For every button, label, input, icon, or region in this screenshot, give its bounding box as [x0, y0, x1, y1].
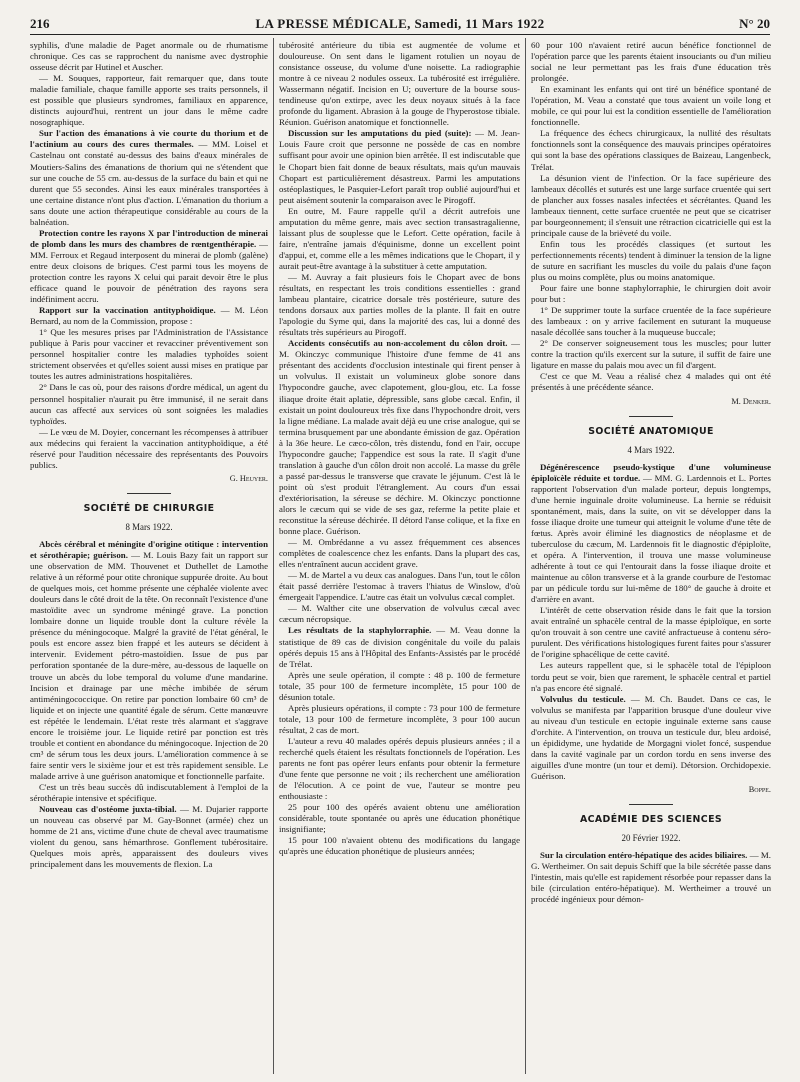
paragraph — [531, 128, 771, 172]
paragraph-text: Après plusieurs opérations, il compte : 73 pour 100 de fermeture totale, 13 pour 100 de fermeture incomplète, 3 pour 100 aucun résultat, 2 cas de mort. — [279, 702, 520, 735]
paragraph-text: — M. Okinczyc communique l'histoire d'une femme de 41 ans présentant des accidents d'occlusion intestinale qui firent penser à un volvulus. Il existait un volumineux globe sonore dans l'hypocondre gauche, avec clapotement, glou-glou, etc. La fosse iliaque droite était aplatie, dépressible, sans globe cæcal. Enfin, il existait un point douloureux très fixe dans l'hypochondre droit, vers la ligne médiane. La malade avait déjà eu une crise analogue, qui se termina brusquement par une abondante émission de gaz. Opération à la 36e heure. Le cæco-côlon, très distendu, fond en l'air, occupe l'hypocondre gauche; l'appendice est sous la rate. Il s'agit d'une translation à gauche d'un côlon droit non accolé. La masse du grêle a passé par-dessus le transverse que cravate le jéjunum. C'est là le point où s'est produit l'étranglement. Au cours d'un essai d'extériorisation, la séreuse se déchire. M. Okinczyc ponctionne alors le cæcum qui se vide de ses gaz, referme la petite plaie et reconstitue la séreuse déchirée. Il détord l'anse colique, et la fixe en bonne place. Guérison. — [279, 338, 520, 537]
section-rule — [127, 493, 171, 494]
paragraph — [279, 736, 520, 802]
paragraph — [531, 40, 771, 84]
column-3-anatomique-paragraphs — [531, 462, 771, 782]
paragraph — [279, 537, 520, 570]
paragraph-text: 60 pour 100 n'avaient retiré aucun bénéfice fonctionnel de l'opération parce que les parents étaient insouciants ou d'un milieu social ne leur permettant pas les frais d'une éducation très prolongée. — [531, 40, 771, 84]
column-separator — [525, 38, 526, 1074]
paragraph — [531, 84, 771, 128]
signature-heuyer: G. Heuyer. — [229, 473, 268, 483]
section-date: 8 Mars 1922. — [125, 521, 173, 532]
column-1 — [30, 40, 268, 1074]
paragraph-text: — M. Dujarier rapporte un nouveau cas observé par M. Gay-Bonnet (armée) chez un homme de 21 ans, victime d'une chute de cheval avec traumatisme violent du genou, sans hémarthrose. Gonflement tubérositaire. Quelques mois après, apparaissent des douleurs vives principalement dans les mouvements de flexion. La — [30, 804, 268, 870]
section-date: 4 Mars 1922. — [627, 444, 675, 455]
paragraph-heading: Nouveau cas d'ostéome juxta-tibial. — [39, 804, 177, 815]
paragraph-text: Les auteurs rappellent que, si le sphacèle total de l'épiploon tordu peut se voir, bien que rarement, le sphacèle central et partiel n'a pas encore été signalé. — [531, 660, 771, 693]
paragraph-text: 1° Que les mesures prises par l'Administration de l'Assistance publique à Paris pour vacciner et revacciner préventivement son personnel hospitalier contre les maladies typhoïdes soient strictement observées et qu'elles soient aussi mises en pratique par toutes les autres administrations hospitalières. — [30, 327, 268, 382]
paragraph-text: Pour faire une bonne staphylorraphie, le chirurgien doit avoir pour but : — [531, 283, 771, 305]
paragraph — [279, 835, 520, 857]
paragraph — [531, 239, 771, 283]
section-societe-de-chirurgie — [30, 493, 268, 533]
paragraph-heading: Dégénérescence pseudo-kystique d'une volumineuse épiploïcèle réduite et tordue. — [531, 461, 771, 483]
paragraph-text: 15 pour 100 n'avaient obtenu des modifications du langage qu'après une éducation phonétique de plusieurs années; — [279, 835, 520, 857]
paragraph-text: C'est un très beau succès dû indiscutablement à l'emploi de la sérothérapie intensive et spécifique. — [30, 782, 268, 804]
journal-title: LA PRESSE MÉDICALE, Samedi, 11 Mars 1922 — [255, 16, 545, 31]
paragraph-text: — M. Souques, rapporteur, fait remarquer que, dans toute maladie familiale, chaque famille apporte ses traits personnels, il est possible que plusieurs syndromes, familiaux en apparence, distincts aujourd'hui, rentrent un jour dans le même cadre nosographique. — [30, 73, 268, 128]
paragraph-text: tubérosité antérieure du tibia est augmentée de volume et douloureuse. On sent dans le ligament rotulien un noyau de consistance osseuse, du volume d'une noisette. La radiographie montre à ce niveau 2 nodules osseux. La tubérosité est irrégulière. Wassermann négatif. Incision en U; ouverture de la bourse sous-tendineuse qu'on extirpe, avec les deux noyaux situés à la face profonde du ligament. Abrasion à la gouge de l'hyperostose tibiale. Réunion. Guérison anatomique et fonctionnelle. — [279, 40, 520, 128]
section-title: SOCIÉTÉ DE CHIRURGIE — [83, 502, 215, 514]
paragraph — [30, 382, 268, 426]
paragraph-text: — MM. Ferroux et Regaud interposent du minerai de plomb (galène) entre deux cloisons de briques. C'est parmi tous les moyens de protection contre les rayons X celui qui parait devoir être le plus efficace quand le pouvoir de pénétration des rayons sera indéfiniment accru. — [30, 238, 268, 305]
paragraph — [279, 338, 520, 537]
paragraph — [279, 570, 520, 603]
paragraph-heading: Les résultats de la staphylorraphie. — [288, 625, 432, 636]
column-2-paragraphs — [279, 40, 520, 857]
column-1-paragraphs — [30, 40, 268, 471]
issue-number: N° 20 — [739, 16, 770, 31]
column-1-chirurgie-paragraphs — [30, 539, 268, 870]
paragraph — [30, 539, 268, 782]
paragraph — [531, 173, 771, 239]
section-date: 20 Février 1922. — [621, 833, 681, 844]
section-academie-des-sciences — [531, 804, 771, 844]
paragraph-text: L'intérêt de cette observation réside dans le fait que la torsion avait entraîné un sphacèle central de la masse épiploïque, en sorte qu'on trouvait à son centre une cavité anfractueuse à contenu séro-purulent. Des vérifications histologiques furent faites pour s'assurer de l'origine sphacélique de cette cavité. — [531, 605, 771, 660]
paragraph-text: — M. Jean-Louis Faure croit que personne ne possède de cas en nombre suffisant pour avoir une opinion bien arrêtée. Il est indiscutable que le Chopart bien fait donne de beaux résultats, mais qu'un mauvais Chopart est particulièrement désastreux. Parmi les amputations ostéoplastiques, le Pasquier-Lefort paraît trop oublié aujourd'hui et peut aisément soutenir la comparaison avec le Pirogoff. — [279, 128, 520, 205]
paragraph-text: Enfin tous les procédés classiques (et surtout les perfectionnements récents) tendent à diminuer la tension de la ligne de suture en sacrifiant les muscles du voile du palais d'une façon plus ou moins complète, plus ou moins anatomique. — [531, 238, 771, 282]
paragraph — [531, 605, 771, 660]
paragraph-text: 1° De supprimer toute la surface cruentée de la face supérieure des lambeaux : on y arrive facilement en suturant la muqueuse nasale décollée sans toucher à la muqueuse buccale; — [531, 305, 771, 338]
paragraph — [279, 625, 520, 669]
paragraph — [30, 305, 268, 327]
paragraph — [531, 694, 771, 782]
paragraph — [30, 804, 268, 870]
paragraph-heading: Sur la circulation entéro-hépatique des acides biliaires. — [540, 850, 748, 861]
paragraph-text: — M. Ombrédanne a vu assez fréquemment ces absences complètes de coalescence chez les enfants. Dans la plupart des cas, elles n'entraînent aucun accident grave. — [279, 537, 520, 570]
page-header — [30, 14, 770, 34]
section-rule — [629, 416, 673, 417]
paragraph — [531, 338, 771, 371]
paragraph — [30, 427, 268, 471]
paragraph-text: — Le vœu de M. Doyier, concernant les récompenses à attribuer aux médecins qui feraient la vaccination antityphoïdique, a été réservé pour l'audition nécessaire des représentants des Pouvoirs publics. — [30, 426, 268, 470]
paragraph-text: En examinant les enfants qui ont tiré un bénéfice spontané de l'opération, M. Veau a constaté que tous avaient un voile long et mobile, ce qui pour lui est la condition essentielle de l'amélioration fonctionnelle. — [531, 84, 771, 128]
paragraph — [279, 603, 520, 625]
paragraph-text: C'est ce que M. Veau a réalisé chez 4 malades qui ont été présentés à une précédente séance. — [531, 371, 771, 393]
paragraph-text: syphilis, d'une maladie de Paget anormale ou de rhumatisme chronique. Ces cas se rapprochent du nanisme avec dystrophie osseuse décrit par Hutinel et Auscher. — [30, 40, 268, 73]
paragraph — [279, 802, 520, 835]
signature-boppe: Boppe. — [748, 785, 771, 794]
signature-denker: M. Denker. — [731, 396, 771, 406]
paragraph — [30, 327, 268, 382]
paragraph-heading: Accidents consécutifs au non-accolement du côlon droit. — [288, 338, 508, 349]
column-3-academie-paragraphs — [531, 850, 771, 905]
paragraph — [531, 371, 771, 393]
paragraph — [279, 206, 520, 272]
paragraph — [30, 73, 268, 128]
paragraph-text: — M. Auvray a fait plusieurs fois le Chopart avec de bons résultats, en respectant les trois conditions essentielles : grand lambeau plantaire, cicatrice dorsale très postérieure, suture des tendons dorsaux aux parties molles de la plante. Il fait en outre l'apologie du Syme qui, dans la majorité des cas, lui a donné des résultats très supérieurs au Pirogoff. — [279, 271, 520, 338]
paragraph — [279, 272, 520, 338]
paragraph — [531, 660, 771, 693]
paragraph — [531, 305, 771, 338]
section-rule — [629, 804, 673, 805]
paragraph-text: — M. Louis Bazy fait un rapport sur une observation de MM. Thouvenet et Duthellet de Lamothe relative à un réformé pour otite chronique suppurée droite. Au bout de quelques mois, cet homme présente une céphalée violente avec douleurs dans le côté droit de la tête. On reconnaît l'existence d'une mastoïdite avec un syndrome méningé grave. La ponction lombaire donne un liquide trouble dont la culture révèle la présence du méningocoque. Malgré la gravité de l'état général, le pouls est encore assez bien frappé et les auteurs se décident à intervenir. Evidement pétro-mastoïdien. Issue de pus par perforation spontanée de la dure-mère, au-dessous de laquelle on trouve un abcès du lobe temporal du volume d'une mandarine. Incision et drainage par une mèche imbibée de sérum antiméningococcique. On retire par ponction lombaire 60 cm³ de liquide et on injecte une quantité égale de sérum. Cette manœuvre est répétée le lendemain. L'état reste très alarmant et s'aggrave encore le troisième jour. Le liquide retiré par ponction est très trouble et contient en abondance du méningocoque. Injection de 20 cm³ de sérum tous les deux jours. L'amélioration commence à se faire sentir vers le sixième jour et est très rapidement sensible. Le malade arrive à une guérison anatomique et fonctionnelle parfaite. — [30, 550, 268, 781]
paragraph — [279, 128, 520, 205]
column-3 — [531, 40, 771, 1074]
page-number: 216 — [30, 16, 50, 31]
paragraph-text: — M. Walther cite une observation de volvulus cæcal avec cæcum nécropsique. — [279, 603, 520, 625]
paragraph-text: La fréquence des échecs chirurgicaux, la nullité des résultats fonctionnels sont la conséquence des mauvais principes opératoires qui sont la base des opérations classiques de Baizeau, Langenbeck, Trélat. — [531, 128, 771, 172]
paragraph — [531, 283, 771, 305]
paragraph-heading: Abcès cérébral et méningite d'origine otitique : intervention et sérothérapie; guérison. — [30, 538, 268, 561]
section-title: SOCIÉTÉ ANATOMIQUE — [588, 425, 714, 437]
paragraph — [279, 703, 520, 736]
paragraph-text: — M. Veau donne la statistique de 89 cas de division congénitale du voile du palais opérés depuis 15 ans à l'Hôpital des Enfants-Assistés par le procédé de Trélat. — [279, 625, 520, 669]
column-separator — [273, 38, 274, 1074]
header-rule — [30, 34, 770, 35]
section-title: ACADÉMIE DES SCIENCES — [579, 814, 723, 826]
paragraph-text: La désunion vient de l'infection. Or la face supérieure des lambeaux décollés et suturés est une large surface cruentée qui sert de plancher aux fosses nasales infectées et sécrétantes. Quand les lambeaux tiennent, cette surface cruentée ne peut que se cicatriser par bourgeonnement; il s'ensuit une rétraction cicatricielle qui est la principale cause de la brièveté du voile. — [531, 172, 771, 238]
paragraph-text: Après une seule opération, il compte : 48 p. 100 de fermeture totale, 35 pour 100 de fermeture incomplète, 15 pour 100 de désunion totale. — [279, 669, 520, 702]
paragraph-text: — M. Ch. Baudet. Dans ce cas, le volvulus se manifesta par l'apparition brusque d'une douleur vive au niveau d'un testicule en ectopie inguinale externe sans cause d'orchite. A l'intervention, on trouva un testicule dur, bleu ardoisé, un épididyme, une hydatide de Morgagni violet foncé, suspendue dans la cavité vaginale par un cordon tordu en sens inverse des aiguilles d'une montre (un tour et demi). Détorsion. Orchidopexie. Guérison. — [531, 693, 771, 781]
paragraph-text: — MM. Loisel et Castelnau ont constaté au-dessus des bains d'eaux minérales de Moutiers-Salins des émanations de thorium qui ne s'étendent que sur une couche de 55 cm. au-dessus de la surface du bain et qui ne durent que 55 secondes. Ainsi les eaux minérales transportées à une certaine distance n'ont plus d'action. L'émanation du thorium a sans doute une action thérapeutique considérable au cours de la balnéation. — [30, 139, 268, 227]
paragraph-text: 2° De conserver soigneusement tous les muscles; pour lutter contre la traction qu'ils exercent sur la suture, il suffit de faire une ligature en masse du palais mou avec un fil d'argent. — [531, 338, 771, 371]
paragraph — [279, 670, 520, 703]
paragraph-text: L'auteur a revu 40 malades opérés depuis plusieurs années ; il a recherché quels étaient les résultats fonctionnels de l'opération. Les parents ne font pas opérer leurs enfants pour obtenir la fermeture d'une fente que personne ne voit ; ils recherchent une amélioration de l'élocution. A ce point de vue, l'auteur se montre peu enthousiaste : — [279, 735, 520, 802]
paragraph — [531, 462, 771, 606]
paragraph-heading: Discussion sur les amputations du pied (suite): — [288, 128, 472, 139]
column-3-paragraphs — [531, 40, 771, 394]
paragraph-text: 25 pour 100 des opérés avaient obtenu une amélioration considérable, toute spontanée ou après une éducation phonétique insignifiante; — [279, 802, 520, 835]
paragraph-heading: Sur l'action des émanations à vie courte du thorium et de l'actinium au cours des cures thermales. — [30, 128, 268, 150]
paragraph-text: — M. Léon Bernard, au nom de la Commission, propose : — [30, 305, 268, 327]
paragraph — [30, 40, 268, 73]
paragraph — [30, 782, 268, 804]
paragraph-text: — MM. G. Lardennois et L. Portes rapportent l'observation d'un malade porteur, depuis longtemps, d'une hernie inguinale droite volumineuse. La hernie se réduisit spontanément, mais, dans la suite, on vit se développer dans la fosse iliaque droite une tumeur qui atteignit le volume d'une tête de fœtus. Après avoir éliminé les diagnostics de néoplasme et de tuberculose du cæcum, M. Lardennois fit le diagnostic d'épiploïte, et opéra. A l'intervention, il trouva une masse volumineuse adhérente à tout ce qui l'entourait dans la fosse iliaque droite et maintenue au côlon transverse et à la grande courbure de l'estomac par un pédicule tordu sur lui-même de 180° de gauche à droite et d'arrière en avant. — [531, 472, 771, 605]
paragraph-text: 2° Dans le cas où, pour des raisons d'ordre médical, un agent du personnel hospitalier n'aurait pu être immunisé, il ne serait dans aucun cas affecté aux services où sont soignées les maladies typhoïdes. — [30, 382, 268, 426]
paragraph-heading: Rapport sur la vaccination antityphoïdique. — [39, 305, 216, 316]
column-2 — [279, 40, 520, 1074]
paragraph — [279, 40, 520, 128]
section-societe-anatomique — [531, 416, 771, 456]
paragraph-text: — M. G. Wertheimer. On sait depuis Schiff que la bile sécrétée passe dans l'intestin, mais qu'elle est rapidement résorbée pour repasser dans la bile (circulation entéro-hépatique). M. Wertheimer a trouvé un procédé ingénieux pour démon- — [531, 850, 771, 905]
paragraph-text: En outre, M. Faure rappelle qu'il a décrit autrefois une amputation du même genre, mais avec section transastragalienne, laissant plus de souplesse que le Lefort. Cette opération, facile à faire, n'entraîne jamais d'équinisme, donne un excellent point d'appui, et, comme elle a les mêmes indications que le Chopart, il y aurait peut-être avantage à la substituer à cette amputation. — [279, 205, 520, 271]
paragraph-text: — M. de Martel a vu deux cas analogues. Dans l'un, tout le côlon était passé derrière l'estomac à travers l'hiatus de Winslow, d'où émergeait l'appendice. L'autre cas était un volvulus cæcal complet. — [279, 570, 520, 603]
paragraph — [30, 228, 268, 305]
paragraph — [30, 128, 268, 227]
paragraph-heading: Protection contre les rayons X par l'introduction de minerai de plomb dans les murs des chambres de rœntgenthérapie. — [30, 227, 268, 249]
paragraph — [531, 850, 771, 905]
paragraph-heading: Volvulus du testicule. — [540, 693, 626, 704]
